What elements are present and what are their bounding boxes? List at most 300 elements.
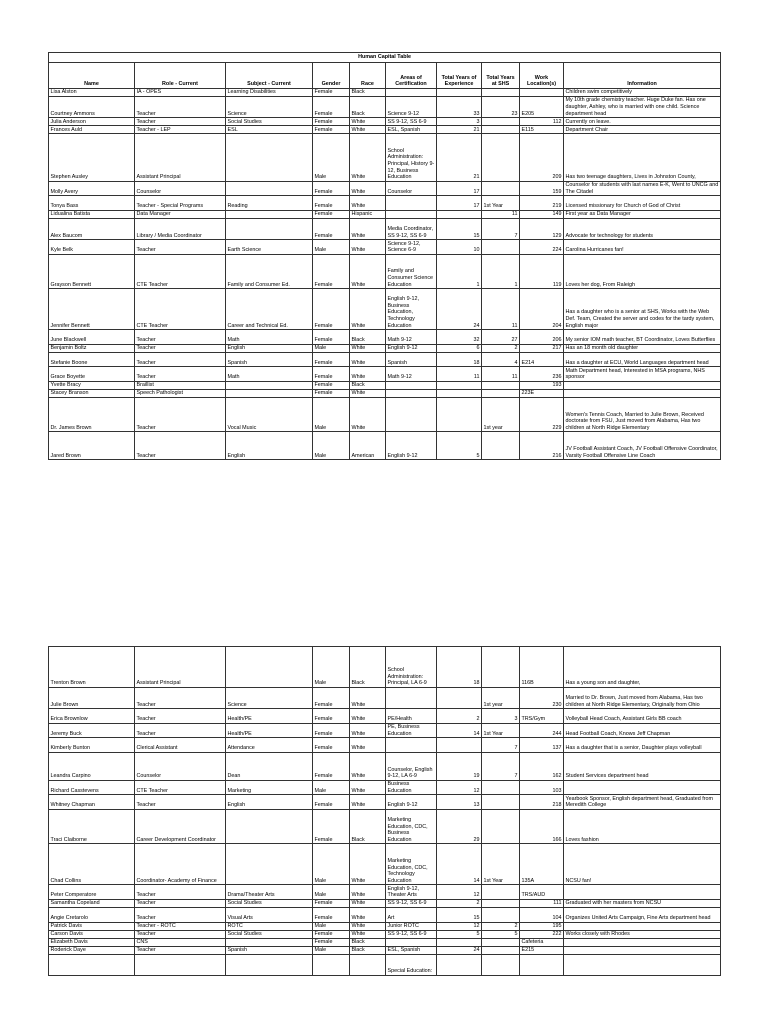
cell-role: Teacher [135,330,226,345]
cell-information: Has an 18 month old daughter [564,344,721,352]
cell-race: White [350,738,386,753]
cell-work-location: 104 [520,907,564,922]
cell-subject: Dean [226,752,313,780]
cell-years-experience: 5 [437,432,482,460]
cell-gender: Male [313,844,350,885]
table-row [49,946,721,954]
cell-work-location: 137 [520,738,564,753]
cell-role: Teacher [135,907,226,922]
table-row [49,885,721,900]
cell-name: Stefanie Boone [49,352,135,367]
cell-information: Children swim competitively [564,89,721,97]
table-row [49,795,721,810]
cell-work-location: E205 [520,97,564,118]
cell-gender: Female [313,196,350,211]
cell-subject: Social Studies [226,118,313,126]
cell-role: Teacher [135,344,226,352]
cell-years-experience: 18 [437,352,482,367]
cell-subject [226,954,313,975]
cell-subject: ESL [226,126,313,134]
table-row [49,780,721,795]
cell-work-location: 116B [520,647,564,688]
cell-certification: Junior ROTC [386,922,437,930]
cell-race: White [350,389,386,397]
cell-years-experience: 19 [437,752,482,780]
cell-certification [386,389,437,397]
table-row [49,344,721,352]
cell-years-experience: 1 [437,254,482,288]
table-row [49,752,721,780]
cell-gender: Male [313,885,350,900]
cell-years-at-shs: 5 [482,930,520,938]
cell-subject: Earth Science [226,240,313,255]
cell-years-at-shs [482,907,520,922]
cell-years-experience: 2 [437,709,482,724]
table-row [49,938,721,946]
cell-certification: ESL, Spanish [386,126,437,134]
cell-role: Teacher [135,352,226,367]
cell-gender: Female [313,181,350,196]
cell-race: White [350,344,386,352]
cell-gender: Female [313,381,350,389]
cell-race: White [350,688,386,709]
cell-subject [226,218,313,239]
cell-information: Advocate for technology for students [564,218,721,239]
cell-years-at-shs: 1 [482,254,520,288]
cell-information: Has a daughter that is a senior, Daughter plays volleyball [564,738,721,753]
cell-race: White [350,196,386,211]
cell-certification: Family and Consumer Science Education [386,254,437,288]
cell-race: White [350,795,386,810]
cell-work-location: 206 [520,330,564,345]
cell-subject: English [226,344,313,352]
cell-years-at-shs: 1st year [482,688,520,709]
cell-race: Black [350,647,386,688]
cell-name: Lisa Alston [49,89,135,97]
column-header-role: Role - Current [135,63,226,89]
cell-subject [226,381,313,389]
cell-subject: Learning Disabilities [226,89,313,97]
cell-subject [226,389,313,397]
cell-certification: PE/Health [386,709,437,724]
cell-race: Black [350,938,386,946]
cell-work-location: E215 [520,946,564,954]
cell-name: Lidualina Batista [49,210,135,218]
cell-race: Black [350,809,386,843]
cell-role: Library / Media Coordinator [135,218,226,239]
cell-name: Trenton Brown [49,647,135,688]
cell-years-at-shs [482,795,520,810]
cell-years-experience [437,381,482,389]
cell-certification: PE, Business Education [386,723,437,738]
cell-certification: English 9-12 [386,432,437,460]
cell-years-at-shs: 1st Year [482,196,520,211]
cell-work-location: 103 [520,780,564,795]
cell-race: Hispanic [350,210,386,218]
cell-name: Patrick Davis [49,922,135,930]
cell-role: Teacher - ROTC [135,922,226,930]
cell-certification: School Administration: Principal, LA 6-9 [386,647,437,688]
cell-race: Black [350,946,386,954]
cell-name: Kimberly Bunton [49,738,135,753]
cell-name: Yvette Bracy [49,381,135,389]
cell-information: Student Services department head [564,752,721,780]
cell-work-location: 236 [520,367,564,382]
cell-name: Leandra Carpino [49,752,135,780]
cell-name: Kyle Belk [49,240,135,255]
cell-subject: Attendance [226,738,313,753]
cell-name: Stephen Ausley [49,134,135,182]
cell-name: Julia Anderson [49,118,135,126]
cell-name: Julie Brown [49,688,135,709]
cell-information: Math Department head, Interested in MSA programs, NHS sponsor [564,367,721,382]
cell-gender: Female [313,723,350,738]
cell-years-experience: 29 [437,809,482,843]
cell-gender: Female [313,899,350,907]
cell-race: White [350,885,386,900]
cell-gender: Female [313,254,350,288]
cell-work-location: 218 [520,795,564,810]
cell-role: Teacher [135,795,226,810]
cell-certification: Spanish [386,352,437,367]
table-row [49,688,721,709]
cell-years-experience: 17 [437,181,482,196]
cell-name: Grayson Bennett [49,254,135,288]
cell-race: American [350,432,386,460]
cell-gender: Male [313,647,350,688]
cell-certification [386,688,437,709]
cell-role: Coordinator- Academy of Finance [135,844,226,885]
table-row [49,352,721,367]
table-row [49,210,721,218]
cell-years-at-shs [482,809,520,843]
cell-work-location [520,954,564,975]
cell-gender: Female [313,930,350,938]
cell-name: Courtney Ammons [49,97,135,118]
cell-years-experience: 24 [437,289,482,330]
cell-certification [386,89,437,97]
cell-role: Assistant Principal [135,647,226,688]
cell-name: Whitney Chapman [49,795,135,810]
cell-certification [386,938,437,946]
table-row [49,381,721,389]
cell-gender: Female [313,688,350,709]
cell-information [564,946,721,954]
cell-certification: Special Education: [386,954,437,975]
cell-work-location [520,89,564,97]
table-row [49,118,721,126]
column-header-information: Information [564,63,721,89]
cell-gender: Female [313,367,350,382]
cell-years-at-shs: 2 [482,344,520,352]
column-header-years-experience: Total Years of Experience [437,63,482,89]
cell-certification: Science 9-12 [386,97,437,118]
cell-gender: Female [313,210,350,218]
cell-information [564,954,721,975]
cell-gender: Female [313,809,350,843]
cell-certification: English 9-12 [386,344,437,352]
cell-role: Teacher [135,397,226,431]
cell-gender: Male [313,432,350,460]
cell-race: White [350,922,386,930]
cell-years-experience: 10 [437,240,482,255]
cell-work-location: 129 [520,218,564,239]
table-row [49,97,721,118]
cell-role: Teacher [135,930,226,938]
cell-subject [226,181,313,196]
cell-role: Clerical Assistant [135,738,226,753]
cell-name: Chad Collins [49,844,135,885]
cell-work-location: 219 [520,196,564,211]
cell-name: Peter Comperatore [49,885,135,900]
table-row [49,218,721,239]
cell-years-experience [437,389,482,397]
cell-work-location: 222 [520,930,564,938]
cell-years-at-shs: 11 [482,367,520,382]
cell-certification: English 9-12, Business Education, Technology Education [386,289,437,330]
cell-race: White [350,218,386,239]
cell-certification [386,196,437,211]
cell-work-location: TRS/Gym [520,709,564,724]
cell-role: Teacher [135,723,226,738]
cell-race: White [350,709,386,724]
cell-certification: SS 9-12, SS 6-9 [386,118,437,126]
cell-race: White [350,118,386,126]
cell-work-location: E115 [520,126,564,134]
cell-subject: Social Studies [226,930,313,938]
cell-race: Black [350,330,386,345]
table-row [49,367,721,382]
cell-years-at-shs [482,946,520,954]
cell-subject: Visual Arts [226,907,313,922]
cell-information: Works closely with Rhodes [564,930,721,938]
cell-work-location: 162 [520,752,564,780]
cell-years-at-shs: 11 [482,210,520,218]
cell-certification [386,397,437,431]
cell-years-at-shs: 27 [482,330,520,345]
cell-subject: Career and Technical Ed. [226,289,313,330]
cell-name [49,954,135,975]
cell-gender [313,954,350,975]
cell-years-experience: 13 [437,795,482,810]
cell-role: Speech Pathologist [135,389,226,397]
cell-years-experience: 18 [437,647,482,688]
cell-work-location: 149 [520,210,564,218]
cell-years-experience: 3 [437,118,482,126]
cell-subject [226,210,313,218]
cell-years-experience: 21 [437,126,482,134]
cell-name: Alex Baucom [49,218,135,239]
cell-role: Teacher [135,367,226,382]
cell-race: White [350,181,386,196]
cell-information: My 10th grade chemistry teacher. Huge Duke fan. Has one daughter, Ashley, who is married with one child. Science department head [564,97,721,118]
cell-years-experience: 15 [437,907,482,922]
cell-gender: Male [313,922,350,930]
cell-work-location: 223E [520,389,564,397]
cell-role: CTE Teacher [135,289,226,330]
cell-role: Teacher [135,240,226,255]
cell-information: Has a daughter at ECU, World Languages department head [564,352,721,367]
cell-information [564,780,721,795]
cell-role: Teacher - Special Programs [135,196,226,211]
cell-years-experience: 11 [437,367,482,382]
cell-information: Has a young son and daughter, [564,647,721,688]
table-row [49,432,721,460]
cell-years-at-shs: 7 [482,738,520,753]
cell-work-location: E214 [520,352,564,367]
column-header-subject: Subject - Current [226,63,313,89]
cell-subject [226,134,313,182]
table-row [49,181,721,196]
cell-subject: Drama/Theater Arts [226,885,313,900]
cell-subject: Science [226,97,313,118]
cell-subject: Reading [226,196,313,211]
cell-years-experience [437,210,482,218]
cell-years-at-shs [482,389,520,397]
cell-work-location: 195 [520,922,564,930]
cell-certification [386,210,437,218]
cell-years-experience: 17 [437,196,482,211]
cell-role: Counselor [135,752,226,780]
cell-information: Licensed missionary for Church of God of Christ [564,196,721,211]
cell-subject: Family and Consumer Ed. [226,254,313,288]
cell-work-location: 135A [520,844,564,885]
table-row [49,647,721,688]
cell-information: Carolina Hurricanes fan! [564,240,721,255]
column-header-name: Name [49,63,135,89]
cell-information: Counselor for students with last names E-K, Went to UNCG and The Citadel [564,181,721,196]
cell-subject: Science [226,688,313,709]
cell-years-at-shs: 1st Year [482,844,520,885]
cell-name: Samantha Copeland [49,899,135,907]
cell-information: JV Football Assistant Coach, JV Football Offensive Coordinator, Varsity Football Offensive Line Coach [564,432,721,460]
cell-years-at-shs: 23 [482,97,520,118]
cell-years-experience: 32 [437,330,482,345]
cell-years-experience [437,738,482,753]
cell-certification: Counselor [386,181,437,196]
table-row [49,907,721,922]
cell-work-location: Cafeteria [520,938,564,946]
table-row [49,397,721,431]
cell-years-experience: 15 [437,218,482,239]
cell-race: Black [350,381,386,389]
cell-years-experience: 21 [437,134,482,182]
cell-race: White [350,780,386,795]
cell-work-location: 112 [520,118,564,126]
cell-race: Black [350,89,386,97]
table-row [49,240,721,255]
cell-information: Yearbook Sponsor, English department head, Graduated from Meredith College [564,795,721,810]
cell-subject [226,938,313,946]
cell-certification: SS 9-12, SS 6-9 [386,930,437,938]
cell-years-experience: 12 [437,780,482,795]
cell-role [135,954,226,975]
table-row [49,930,721,938]
cell-information: NCSU fan! [564,844,721,885]
table-row [49,809,721,843]
cell-certification: Math 9-12 [386,367,437,382]
cell-gender: Male [313,344,350,352]
cell-race: White [350,289,386,330]
cell-years-experience: 5 [437,930,482,938]
table-row [49,289,721,330]
cell-work-location: 244 [520,723,564,738]
table-row [49,254,721,288]
cell-years-experience [437,938,482,946]
cell-race: White [350,844,386,885]
cell-race: White [350,397,386,431]
cell-certification: Media Coordinator, SS 9-12, SS 6-9 [386,218,437,239]
cell-gender: Female [313,289,350,330]
cell-certification: English 9-12 [386,795,437,810]
table-row [49,134,721,182]
cell-role: Teacher - LEP [135,126,226,134]
cell-race: White [350,126,386,134]
cell-information: Has two teenage daughters, Lives in Johnston County, [564,134,721,182]
cell-information: Currently on leave. [564,118,721,126]
cell-certification: ESL, Spanish [386,946,437,954]
column-header-certification: Areas of Certification [386,63,437,89]
cell-information: Graduated with her masters from NCSU [564,899,721,907]
cell-name: Roderick Daye [49,946,135,954]
cell-work-location: 217 [520,344,564,352]
cell-gender: Male [313,780,350,795]
table-row [49,389,721,397]
cell-role: Teacher [135,432,226,460]
cell-years-experience: 14 [437,723,482,738]
cell-role: Braillist [135,381,226,389]
cell-name: Traci Claiborne [49,809,135,843]
cell-role: Teacher [135,885,226,900]
cell-years-experience [437,688,482,709]
cell-information: Married to Dr. Brown, Just moved from Alabama, Has two children at North Ridge Elementary, Originally from Ohio [564,688,721,709]
column-header-work-location: Work Location(s) [520,63,564,89]
column-header-gender: Gender [313,63,350,89]
cell-information: Women's Tennis Coach, Married to Julie Brown, Received doctorate from FSU, Just moved from Alabama, Has two children at North Ridge Elementary [564,397,721,431]
cell-work-location: 209 [520,134,564,182]
cell-gender: Male [313,240,350,255]
cell-years-experience: 12 [437,885,482,900]
cell-gender: Female [313,738,350,753]
cell-years-at-shs: 1st year [482,397,520,431]
cell-role: CTE Teacher [135,780,226,795]
cell-gender: Female [313,907,350,922]
cell-work-location: 159 [520,181,564,196]
cell-certification: Marketing Education, CDC, Technology Education [386,844,437,885]
cell-subject: Social Studies [226,899,313,907]
cell-years-experience: 33 [437,97,482,118]
cell-subject: ROTC [226,922,313,930]
cell-gender: Female [313,938,350,946]
cell-gender: Female [313,352,350,367]
cell-name: Grace Boyette [49,367,135,382]
cell-information: My senior IOM math teacher, BT Coordinator, Loves Butterflies [564,330,721,345]
cell-gender: Female [313,752,350,780]
cell-name: Elizabeth Davis [49,938,135,946]
cell-gender: Female [313,709,350,724]
cell-years-experience: 6 [437,344,482,352]
table-row [49,126,721,134]
cell-role: Teacher [135,688,226,709]
cell-certification: Business Education [386,780,437,795]
cell-information [564,938,721,946]
cell-subject: Marketing [226,780,313,795]
cell-subject: English [226,795,313,810]
cell-work-location: 229 [520,397,564,431]
cell-gender: Female [313,795,350,810]
cell-years-at-shs: 7 [482,752,520,780]
cell-work-location: 230 [520,688,564,709]
